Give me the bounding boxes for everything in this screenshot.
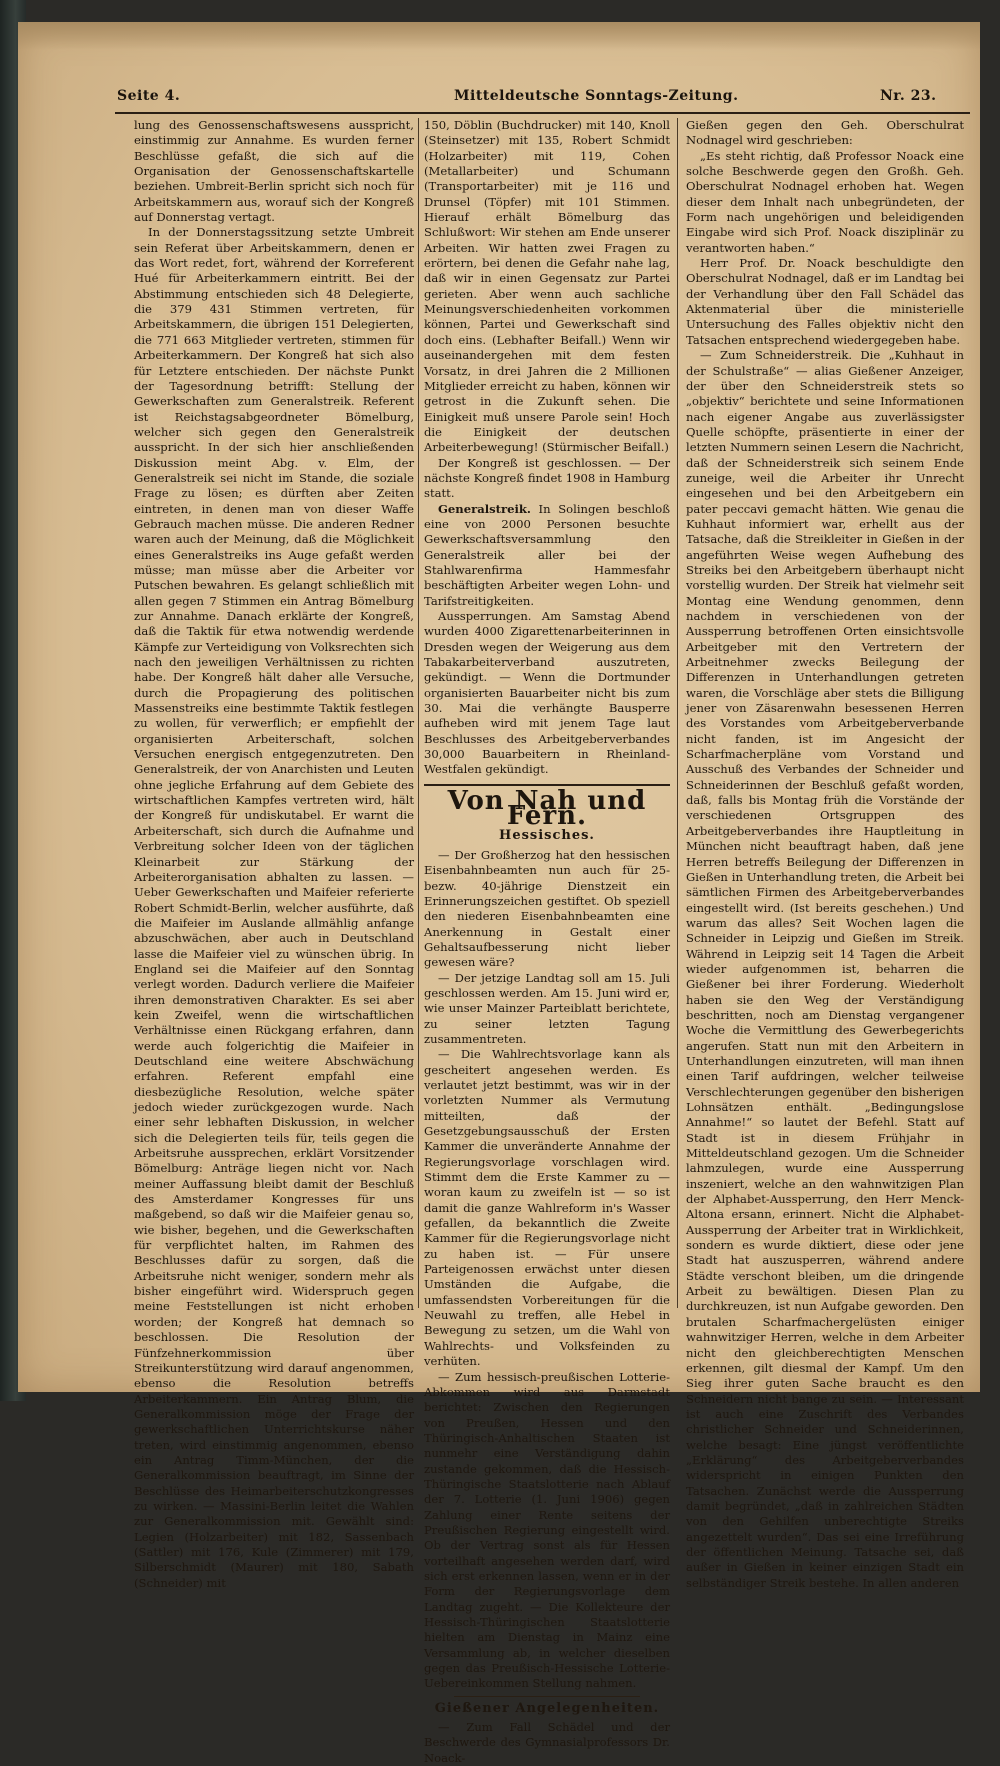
article-paragraph: Der Kongreß ist geschlossen. — Der nächste Kongreß findet 1908 in Hamburg statt. [424, 455, 670, 501]
column-2 [424, 118, 670, 1765]
article-paragraph: — Der jetzige Landtag soll am 15. Juli geschlossen werden. Am 15. Juni wird er, wie unser Mainzer Parteiblatt berichtete, zu seiner letzten Tagung zusammentreten. [424, 970, 670, 1046]
page-number: Seite 4. [117, 88, 181, 104]
header-rule [115, 112, 970, 114]
column-rule-2 [677, 118, 678, 1308]
article-paragraph: lung des Genossenschaftswesens ausspricht, einstimmig zur Annahme. Es wurden ferner Beschlüsse gefaßt, die sich auf die Organisation der Genossenschaftskartelle beziehen. Umbreit-Berlin spricht sich noch für Arbeitskammern aus, worauf sich der Kongreß auf Donnerstag vertagt. [134, 118, 414, 225]
page-top-shadow [18, 22, 980, 50]
article-heading: Generalstreik. [438, 501, 531, 516]
section-subtitle: Hessisches. [499, 828, 595, 844]
article-paragraph: In der Donnerstagssitzung setzte Umbreit sein Referat über Arbeitskammern, denen er das Wort redet, fort, während der Korreferent Hué für Arbeiterkammern eintritt. Bei der Abstimmung entschieden sich 48 Delegierte, die 379 431 Stimmen vertreten, für Arbeitskammern, die übrigen 151 Delegierten, die 771 663 Mitglieder vertreten, stimmen für Arbeiterkammern. Der Kongreß hat sich also für Letztere entschieden. Der nächste Punkt der Tagesordnung betrifft: Stellung der Gewerkschaften zum Generalstreik. Referent ist Reichstagsabgeordneter Bömelburg, welcher sich gegen den Generalstreik ausspricht. In der sich hier anschließenden Diskussion meint Abg. v. Elm, der Generalstreik sei nicht im Stande, die soziale Frage zu lösen; es dürften aber Zeiten eintreten, in denen man von dieser Waffe Gebrauch machen müsse. Die anderen Redner waren auch der Meinung, daß die Möglichkeit eines Generalstreiks ins Auge gefaßt werden müsse; man müsse aber die Arbeiter vor Putschen bewahren. Es gelangt schließlich mit allen gegen 7 Stimmen ein Antrag Bömelburg zur Annahme. Danach erklärte der Kongreß, daß die Taktik für etwa notwendig werdende Kämpfe zur Verteidigung von Volksrechten sich nach den jeweiligen Verhältnissen zu richten habe. Der Kongreß hält daher alle Versuche, durch die Propagierung des politischen Massenstreiks eine bestimmte Taktik festlegen zu wollen, für verwerflich; er empfiehlt der organisierten Arbeiterschaft, solchen Versuchen energisch entgegenzutreten. Den Generalstreik, der von Anarchisten und Leuten ohne jegliche Erfahrung auf dem Gebiete des wirtschaftlichen Kampfes vertreten wird, hält der Kongreß für undiskutabel. Er warnt die Arbeiterschaft, sich durch die Aufnahme und Verbreitung solcher Ideen von der täglichen Kleinarbeit zur Stärkung der Arbeiterorganisation abhalten zu lassen. — Ueber Gewerkschaften und Maifeier referierte Robert Schmidt-Berlin, welcher ausführte, daß die Maifeier im Auslande allmählig anfange abzuschwächen, aber auch in Deutschland lasse die Maifeier viel zu wünschen übrig. In England sei die Maifeier auf den Sonntag verlegt worden. Dadurch verliere die Maifeier ihren demonstrativen Charakter. Es sei aber kein Zweifel, wenn die wirtschaftlichen Verhältnisse einen Rückgang erfahren, dann werde auch folgerichtig die Maifeier in Deutschland eine weitere Abschwächung erfahren. Referent empfahl eine diesbezügliche Resolution, welche später jedoch wieder zurückgezogen wurde. Nach einer sehr lebhaften Diskussion, in welcher sich die Delegierten teils für, teils gegen die Arbeitsruhe aussprechen, erklärt Vorsitzender Bömelburg: Anträge liegen nicht vor. Nach meiner Auffassung bleibt damit der Beschluß des Amsterdamer Kongresses für uns maßgebend, so daß wir die Maifeier genau so, wie bisher, begehen, und die Gewerkschaften für verpflichtet halten, im Rahmen des Beschlusses dafür zu sorgen, daß die Arbeitsruhe nicht weniger, sondern mehr als bisher eingeführt wird. Widerspruch gegen meine Feststellungen ist nicht erhoben worden; der Kongreß hat demnach so beschlossen. Die Resolution der Fünfzehnerkommission über Streikunterstützung wird darauf angenommen, ebenso die Resolution betreffs Arbeiterkammern. Ein Antrag Blum, die Generalkommission möge der Frage der gewerkschaftlichen Unterrichtskurse näher treten, wird einstimmig angenommen, ebenso ein Antrag Timm-München, der die Generalkommission beauftragt, im Sinne der Beschlüsse des Heimarbeiterschutzkongresses zu wirken. — Massini-Berlin leitet die Wahlen zur Generalkommission mit. Gewählt sind: Legien (Holzarbeiter) mit 182, Sassenbach (Sattler) mit 176, Kule (Zimmerer) mit 179, Silberschmidt (Maurer) mit 180, Sabath (Schneider) mit [134, 225, 414, 1590]
article-paragraph: — Die Wahlrechtsvorlage kann als gescheitert angesehen werden. Es verlautet jetzt bestimmt, was wir in der vorletzten Nummer als Vermutung mitteilten, daß der Gesetzgebungsausschuß der Ersten Kammer die unveränderte Annahme der Regierungsvorlage vorschlagen wird. Stimmt dem die Erste Kammer zu — woran kaum zu zweifeln ist — so ist damit die ganze Wahlreform in's Wasser gefallen, da bekanntlich die Zweite Kammer für die Regierungsvorlage nicht zu haben ist. — Für unsere Parteigenossen erwächst unter diesen Umständen die Aufgabe, die umfassendsten Vorbereitungen für die Neuwahl zu treffen, alle Hebel in Bewegung zu setzen, um die Wahl von Wahlrechts- und Volksfeinden zu verhüten. [424, 1047, 670, 1369]
section-title: Von Nah und Fern. [447, 785, 647, 832]
article-paragraph [424, 502, 670, 609]
article-text: In Solingen beschloß eine von 2000 Personen besuchte Gewerkschaftsversammlung den Generalstreik aller bei der Stahlwarenfirma Hammesfahr beschäftigten Arbeiter wegen Lohn- und Tarifstreitigkeiten. [424, 501, 670, 608]
article-paragraph: Herr Prof. Dr. Noack beschuldigte den Oberschulrat Nodnagel, daß er im Landtag bei der Verhandlung über den Fall Schädel das Aktenmaterial über die ministerielle Untersuchung des Falles objektiv nicht den Tatsachen entsprechend wiedergegeben habe. [686, 256, 964, 347]
article-paragraph: — Zum Schneiderstreik. Die „Kuhhaut in der Schulstraße“ — alias Gießener Anzeiger, der über den Schneiderstreik stets so „objektiv“ berichtete und seine Informationen nach eigener Angabe aus zuverlässigster Quelle schöpfte, präsentierte in einer der letzten Nummern seinen Lesern die Nachricht, daß der Schneiderstreik sich seinem Ende zuneige, weil die Arbeiter ihr Unrecht eingesehen und bei den Arbeitgebern ein pater peccavi gemacht hätten. Wie genau die Kuhhaut informiert war, erhellt aus der Tatsache, daß die Streikleiter in Gießen in der angeführten Weise wegen Aufhebung des Streiks bei den Arbeitgebern überhaupt nicht vorstellig wurden. Der Streik hat vielmehr seit Montag eine Wendung genommen, denn nachdem in verschiedenen von der Aussperrung betroffenen Orten einsichtsvolle Arbeitgeber mit den Vertretern der Arbeitnehmer zwecks Beilegung der Differenzen in Unterhandlungen getreten waren, die Vorschläge aber stets die Billigung jener von Zäsarenwahn besessenen Herren des Vorstandes vom Arbeitgeberverbande nicht fanden, ist im Angesicht der Scharfmacherpläne vom Vorstand und Ausschuß des Verbandes der Schneider und Schneiderinnen der Beschluß gefaßt worden, daß, falls bis Montag früh die Vorstände der verschiedenen Ortsgruppen des Arbeitgeberverbandes ihre Hauptleitung in München nicht beauftragt haben, daß jene Herren betreffs Beilegung der Differenzen in Gießen in Unterhandlung treten, die Arbeit bei sämtlichen Firmen des Arbeitgeberverbandes eingestellt wird. (Ist bereits geschehen.) Und warum das alles? Seit Wochen lagen die Schneider in Leipzig und Gießen im Streik. Während in Leipzig seit 14 Tagen die Arbeit wieder aufgenommen ist, beharren die Gießener bei ihrer Forderung. Wiederholt haben sie den Weg der Verständigung beschritten, noch am Dienstag vergangener Woche die Vermittlung des Gewerbegerichts angerufen. Statt nun mit den Arbeitern in Unterhandlungen einzutreten, will man ihnen einen Tarif aufdringen, welcher teilweise Verschlechterungen gegenüber den bisherigen Lohnsätzen enthält. „Bedingungslose Annahme!“ so lautet der Befehl. Statt auf Stadt ist in diesem Frühjahr in Mitteldeutschland gezogen. Um die Schneider lahmzulegen, wurde eine Aussperrung inszeniert, welche an den wahnwitzigen Plan der Alphabet-Aussperrung, den Herr Menck-Altona ersann, erinnert. Nicht die Alphabet-Aussperrung der Arbeiter trat in Wirklichkeit, sondern es wurde diktiert, diese oder jene Stadt hat auszusperren, während andere Städte verschont bleiben, um die dringende Arbeit zu bewältigen. Diesen Plan zu durchkreuzen, ist nun Aufgabe geworden. Den brutalen Scharfmachergelüsten einiger wahnwitziger Herren, welche in dem Arbeiter nicht den gleichberechtigten Menschen erkennen, gilt diesmal der Kampf. Um den Sieg ihrer guten Sache braucht es den Schneidern nicht bange zu sein. — Interessant ist auch eine Zuschrift des Verbandes christlicher Schneider und Schneiderinnen, welche besagt: Eine jüngst veröffentlichte „Erklärung“ des Arbeitgeberverbandes widerspricht in einigen Punkten den Tatsachen. Zunächst werde die Aussperrung damit begründet, „daß in zahlreichen Städten von den Gehilfen unberechtigte Streiks angezettelt wurden“. Das sei eine Irreführung der öffentlichen Meinung. Tatsache sei, daß außer in Gießen in keiner einzigen Stadt ein selbständiger Streik bestehe. In allen anderen [686, 348, 964, 1590]
article-paragraph: „Es steht richtig, daß Professor Noack eine solche Beschwerde gegen den Großh. Geh. Oberschulrat Nodnagel erhoben hat. Wegen dieser dem Inhalt nach unbegründeten, der Form nach ungehörigen und beleidigenden Eingabe wird sich Prof. Noack disziplinär zu verantworten haben.“ [686, 148, 964, 255]
article-paragraph: — Zum Fall Schädel und der Beschwerde des Gymnasialprofessors Dr. Noack- [424, 1720, 670, 1765]
issue-number: Nr. 23. [880, 88, 937, 104]
article-paragraph: — Der Großherzog hat den hessischen Eisenbahnbeamten nun auch für 25- bezw. 40-jährige Dienstzeit ein Erinnerungszeichen gestiftet. Ob speziell den niederen Eisenbahnbeamten eine Anerkennung in Gestalt einer Gehaltsaufbesserung nicht lieber gewesen wäre? [424, 847, 670, 970]
column-1 [134, 118, 414, 1590]
newspaper-title: Mitteldeutsche Sonntags-Zeitung. [454, 88, 739, 104]
subsection-rule [454, 1696, 640, 1697]
article-paragraph: — Zum hessisch-preußischen Lotterie-Abkommen wird aus Darmstadt berichtet: Zwischen den Regierungen von Preußen, Hessen und den Thüringisch-Anhaltischen Staaten ist nunmehr eine Verständigung dahin zustande gekommen, daß die Hessisch-Thüringische Staatslotterie nach Ablauf der 7. Lotterie (1. Juni 1906) gegen Zahlung einer Rente seitens der Preußischen Regierung eingestellt wird. Ob der Vertrag sonst als für Hessen vorteilhaft angesehen werden darf, wird sich erst erkennen lassen, wenn er in der Form der Regierungsvorlage dem Landtag zugeht. — Die Kollekteure der Hessisch-Thüringischen Staatslotterie hielten am Dienstag in Mainz eine Versammlung ab, in welcher dieselben gegen das Preußisch-Hessische Lotterie-Uebereinkommen Stellung nahmen. [424, 1369, 670, 1691]
column-3 [686, 118, 964, 1590]
article-paragraph: Aussperrungen. Am Samstag Abend wurden 4000 Zigarettenarbeiterinnen in Dresden wegen der Weigerung aus dem Tabakarbeiterverband auszutreten, gekündigt. — Wenn die Dortmunder organisierten Bauarbeiter nicht bis zum 30. Mai die verhängte Bausperre aufheben wird mit jenem Tage laut Beschlusses des Arbeitgeberverbandes 30,000 Bauarbeitern in Rheinland-Westfalen gekündigt. [424, 609, 670, 777]
column-rule-1 [418, 118, 419, 1308]
article-paragraph: Gießen gegen den Geh. Oberschulrat Nodnagel wird geschrieben: [686, 118, 964, 148]
subsection-title: Gießener Angelegenheiten. [434, 1700, 660, 1716]
article-paragraph: 150, Döblin (Buchdrucker) mit 140, Knoll (Steinsetzer) mit 135, Robert Schmidt (Holzarbeiter) mit 119, Cohen (Metallarbeiter) und Schumann (Transportarbeiter) mit je 116 und Drunsel (Töpfer) mit 101 Stimmen. Hierauf erhält Bömelburg das Schlußwort: Wir stehen am Ende unserer Arbeiten. Wir hatten zwei Fragen zu erörtern, bei denen die Gefahr nahe lag, daß wir in einen Gegensatz zur Partei gerieten. Aber wenn auch sachliche Meinungsverschiedenheiten vorkommen können, Partei und Gewerkschaft sind doch eins. (Lebhafter Beifall.) Wenn wir auseinandergehen mit dem festen Vorsatz, in drei Jahren die 2 Millionen Mitglieder erreicht zu haben, können wir getrost in die Zukunft sehen. Die Einigkeit muß unsere Parole sein! Hoch die Einigkeit der deutschen Arbeiterbewegung! (Stürmischer Beifall.) [424, 118, 670, 455]
